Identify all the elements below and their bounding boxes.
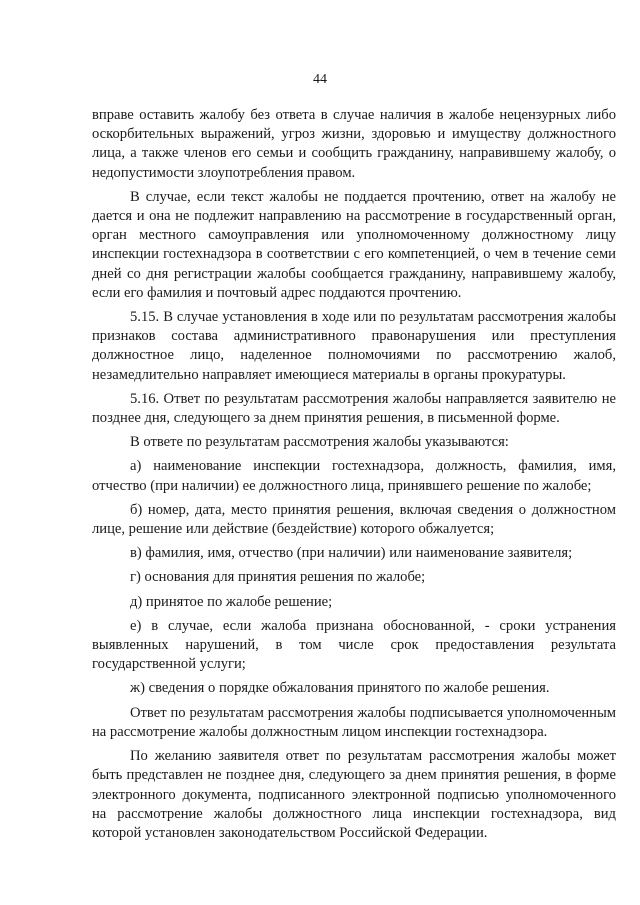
paragraph-signature: Ответ по результатам рассмотрения жалобы подписывается уполномоченным на рассмотрение жалобы должностным лицом инспекции гостехнадзора. (92, 704, 616, 740)
list-item-b: б) номер, дата, место принятия решения, включая сведения о должностном лице, решение или действие (бездействие) которого обжалуется; (92, 501, 616, 538)
document-body (92, 106, 616, 848)
paragraph-5-15: 5.15. В случае установления в ходе или по результатам рассмотрения жалобы признаков состава административного правонарушения или преступления должностное лицо, наделенное полномочиями по рассмотрению жалоб, незамедлительно направляет имеющиеся материалы в органы прокуратуры. (92, 309, 616, 383)
paragraph-continuation: вправе оставить жалобу без ответа в случае наличия в жалобе нецензурных либо оскорбительных выражений, угроз жизни, здоровью и имуществу должностного лица, а также членов его семьи и сообщить гражданину, направившему жалобу, о недопустимости злоупотребления правом. (92, 107, 616, 181)
list-item-zh: ж) сведения о порядке обжалования принятого по жалобе решения. (130, 680, 550, 697)
paragraph-unreadable-complaint: В случае, если текст жалобы не поддается прочтению, ответ на жалобу не дается и она не подлежит направлению на рассмотрение в государственный орган, орган местного самоуправления или уполномоченному должностному лицу инспекции гостехнадзора в соответствии с его компетенцией, о чем в течение семи дней со дня регистрации жалобы сообщается гражданину, направившему жалобу, если его фамилия и почтовый адрес поддаются прочтению. (92, 188, 616, 301)
list-item-a: а) наименование инспекции гостехнадзора, должность, фамилия, имя, отчество (при наличии) ее должностного лица, принявшего решение по жалобе; (92, 458, 616, 494)
paragraph-answer-contents: В ответе по результатам рассмотрения жалобы указываются: (130, 434, 509, 451)
list-item-e: е) в случае, если жалоба признана обоснованной, - сроки устранения выявленных нарушений, в том числе срок предоставления результата государственной услуги; (92, 617, 616, 673)
paragraph-electronic-answer: По желанию заявителя ответ по результатам рассмотрения жалобы может быть представлен не позднее дня, следующего за днем принятия решения, в форме электронного документа, подписанного электронной подписью уполномоченного на рассмотрение жалобы должностного лица инспекции гостехнадзора, вид которой установлен законодательством Российской Федерации. (92, 748, 616, 841)
paragraph-5-16: 5.16. Ответ по результатам рассмотрения жалобы направляется заявителю не позднее дня, следующего за днем принятия решения, в письменной форме. (92, 390, 616, 427)
list-item-d: д) принятое по жалобе решение; (130, 593, 333, 610)
list-item-v: в) фамилия, имя, отчество (при наличии) или наименование заявителя; (130, 545, 573, 562)
page-number: 44 (313, 72, 327, 87)
list-item-g: г) основания для принятия решения по жалобе; (130, 569, 426, 586)
